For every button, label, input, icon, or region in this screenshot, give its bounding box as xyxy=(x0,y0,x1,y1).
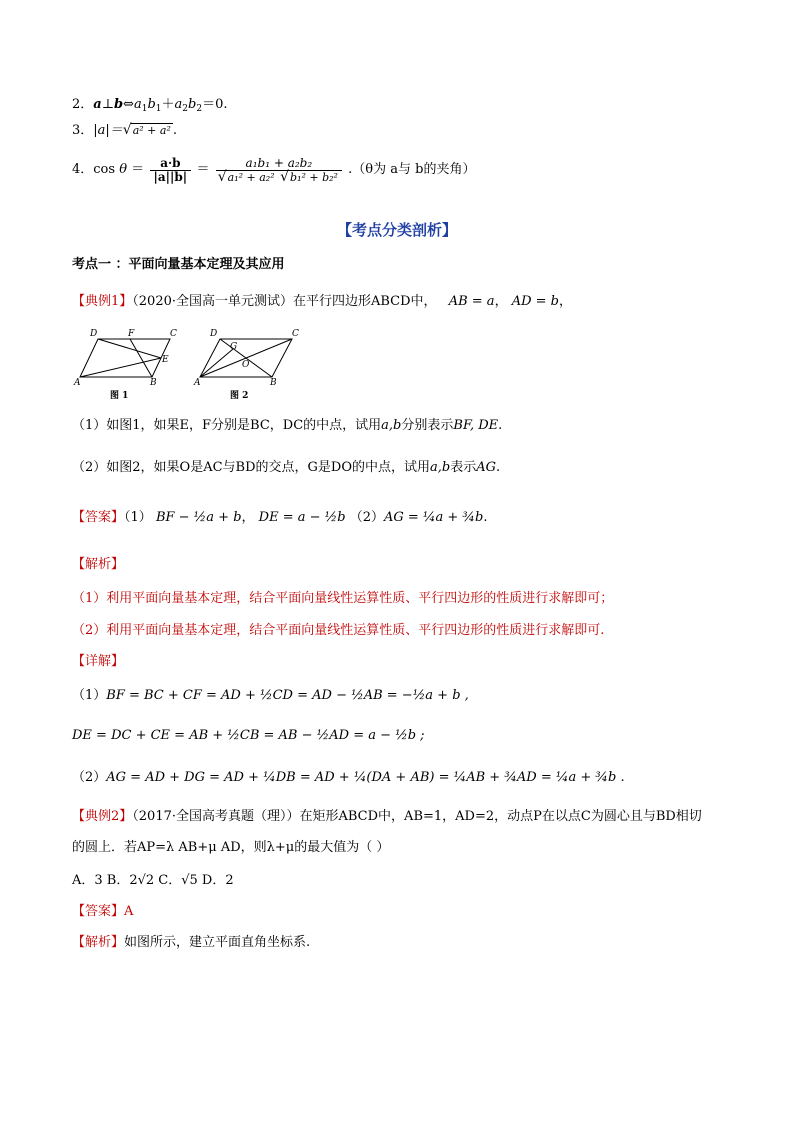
svg-text:A: A xyxy=(194,378,201,388)
figure1-caption: 图 1 xyxy=(110,391,129,401)
svg-text:A: A xyxy=(74,378,81,388)
question-1: （1）如图1，如果E，F分别是BC，DC的中点，试用a,b分别表示BF, DE. xyxy=(72,418,503,433)
detail-line-2: DE = DC + CE = AB + ½CB = AB − ½AD = a − ½b ; xyxy=(72,728,425,743)
section-title: 【考点分类剖析】 xyxy=(336,221,457,239)
formula-cosine: 4．cos θ ＝ $\frac{a\cdot b}{|a||b|}$ ＝ $\frac{\text{a₁b₁ + a₂b₂}}{\text{√a₁² + a₂² √b₁² + b₂²}}$ .（θ为 a与 b的夹角） xyxy=(72,155,476,185)
point-heading: 考点一 ：平面向量基本定理及其应用 xyxy=(72,257,285,272)
example2-answer: 【答案】A xyxy=(72,904,134,919)
svg-text:E: E xyxy=(162,355,169,365)
question-2: （2）如图2，如果O是AC与BD的交点，G是DO的中点，试用a,b表示AG. xyxy=(72,460,501,475)
svg-text:F: F xyxy=(128,329,135,339)
svg-text:D: D xyxy=(210,329,218,339)
example1-analysis-1: （1）利用平面向量基本定理，结合平面向量线性运算性质、平行四边形的性质进行求解即可； xyxy=(72,591,614,606)
example1-analysis-2: （2）利用平面向量基本定理，结合平面向量线性运算性质、平行四边形的性质进行求解即可. xyxy=(72,623,605,638)
svg-text:B: B xyxy=(270,378,277,388)
example1-analysis-label: 【解析】 xyxy=(72,557,125,572)
example1-stem: 【典例1】（2020·全国高一单元测试）在平行四边形ABCD中， AB = a， AD = b， xyxy=(72,294,573,309)
example2-stem-2: 的圆上．若AP=λ AB+μ AD，则λ+μ的最大值为（ ） xyxy=(72,840,390,855)
svg-text:C: C xyxy=(170,329,177,339)
example2-options: A．3 B．2√2 C．√5 D．2 xyxy=(72,873,234,888)
example2-label: 【典例2】 xyxy=(72,809,133,824)
formula-magnitude: 3．|a|＝√a² + a² . xyxy=(72,122,178,138)
detail-line-3: （2）AG = AD + DG = AD + ¼DB = AD + ¼(DA + AB) = ¼AB + ¾AD = ¼a + ¾b . xyxy=(72,770,625,785)
example2-analysis: 【解析】如图所示，建立平面直角坐标系. xyxy=(72,935,311,950)
example2-stem-1: 【典例2】（2017·全国高考真题（理））在矩形ABCD中，AB=1，AD=2，动点P在以点C为圆心且与BD相切 xyxy=(72,809,702,824)
svg-text:G: G xyxy=(230,342,238,352)
example1-answer: 【答案】（1） BF − ½a + b， DE = a − ½b （2）AG = ¼a + ¾b. xyxy=(72,510,488,525)
figure2-caption: 图 2 xyxy=(230,391,249,401)
svg-text:D: D xyxy=(90,329,98,339)
example1-detail-label: 【详解】 xyxy=(72,654,125,669)
svg-text:O: O xyxy=(242,360,250,370)
svg-text:C: C xyxy=(292,329,299,339)
svg-text:B: B xyxy=(150,378,157,388)
formula-perpendicular: 2．$a\perp b\Leftrightarrow a_1b_1+a_2b_2=0$. xyxy=(72,97,228,114)
parallelogram-figures xyxy=(70,325,310,403)
detail-line-1: （1）BF = BC + CF = AD + ½CD = AD − ½AB = −½a + b , xyxy=(72,688,469,703)
example1-label: 【典例1】 xyxy=(72,294,133,309)
